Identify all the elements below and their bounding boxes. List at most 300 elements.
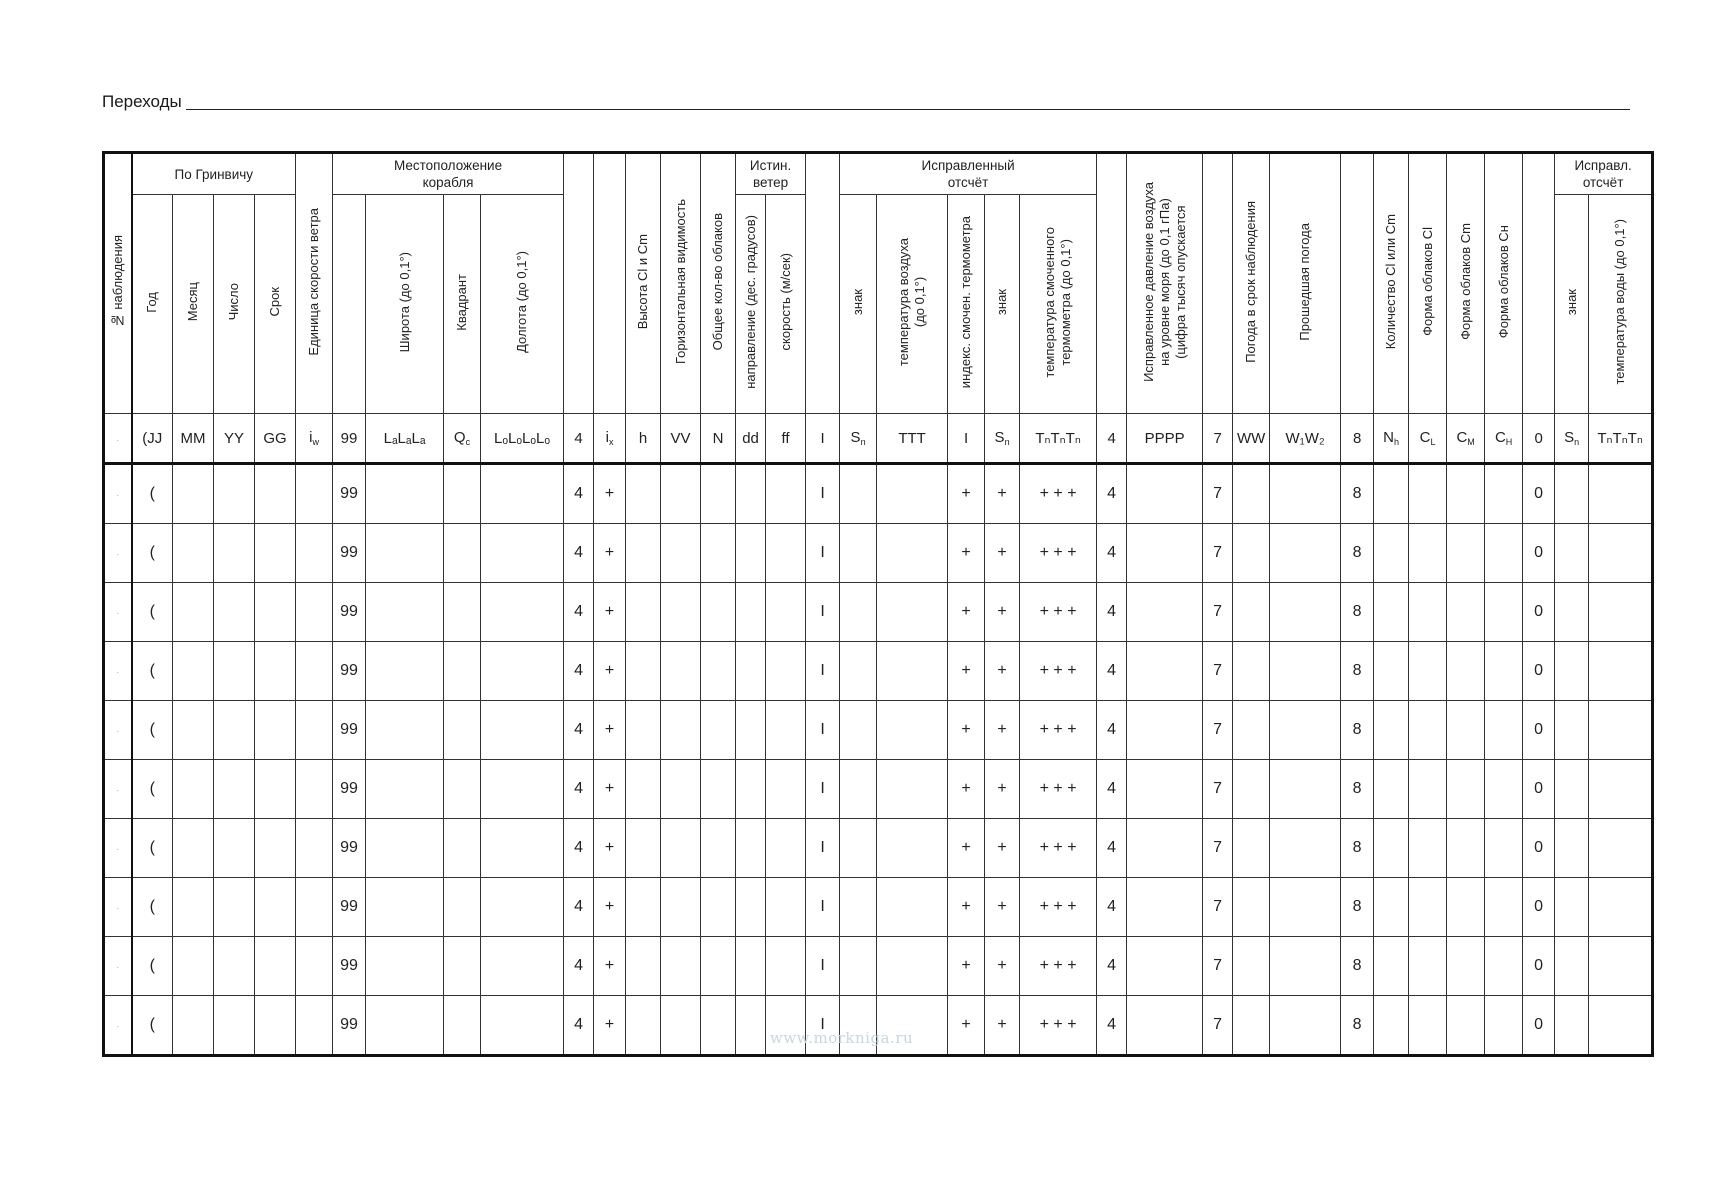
code-cell-ix: $i_x$ — [594, 414, 626, 464]
entry-cell[interactable] — [1270, 583, 1341, 642]
entry-cell[interactable] — [481, 819, 564, 878]
entry-cell[interactable] — [1374, 937, 1409, 996]
code-cell-lat: LₐLₐLₐ — [366, 414, 444, 464]
entry-cell[interactable] — [1127, 878, 1203, 937]
entry-cell[interactable] — [661, 583, 701, 642]
entry-cell[interactable] — [1233, 819, 1270, 878]
table-row — [104, 642, 1653, 701]
entry-cell[interactable] — [366, 996, 444, 1056]
entry-cell[interactable] — [1485, 878, 1523, 937]
entry-cell[interactable] — [214, 937, 255, 996]
col-header-past-weather: Прошедшая погода — [1270, 153, 1341, 414]
entry-cell[interactable] — [736, 701, 766, 760]
prefilled-cell: + — [985, 524, 1020, 583]
entry-cell[interactable] — [444, 701, 481, 760]
entry-cell[interactable] — [1270, 464, 1341, 524]
entry-cell[interactable] — [1374, 819, 1409, 878]
entry-cell[interactable] — [701, 642, 736, 701]
entry-cell[interactable] — [173, 819, 214, 878]
entry-cell[interactable] — [736, 878, 766, 937]
entry-cell[interactable] — [766, 583, 806, 642]
col-header-sign-1: знак — [840, 195, 877, 414]
entry-cell[interactable] — [296, 524, 333, 583]
prefilled-cell: 7 — [1203, 642, 1233, 701]
entry-cell[interactable] — [444, 937, 481, 996]
entry-cell[interactable] — [840, 701, 877, 760]
entry-cell[interactable] — [173, 701, 214, 760]
entry-cell[interactable] — [1127, 701, 1203, 760]
prefilled-cell: 4 — [1097, 937, 1127, 996]
prefilled-cell: 8 — [1341, 464, 1374, 524]
entry-cell[interactable] — [255, 583, 296, 642]
entry-cell[interactable] — [366, 878, 444, 937]
entry-cell[interactable] — [701, 760, 736, 819]
entry-cell[interactable] — [1409, 937, 1447, 996]
entry-cell[interactable] — [1409, 760, 1447, 819]
prefilled-cell: 7 — [1203, 583, 1233, 642]
prefilled-cell: ( — [132, 642, 173, 701]
prefilled-cell: 7 — [1203, 701, 1233, 760]
entry-cell[interactable] — [173, 583, 214, 642]
prefilled-cell: + — [948, 583, 985, 642]
entry-cell[interactable] — [701, 996, 736, 1056]
entry-cell[interactable] — [736, 464, 766, 524]
observation-number-cell[interactable]: · — [104, 760, 132, 819]
entry-cell[interactable] — [877, 524, 948, 583]
entry-cell[interactable] — [1127, 996, 1203, 1056]
entry-cell[interactable] — [296, 996, 333, 1056]
entry-cell[interactable] — [1270, 819, 1341, 878]
entry-cell[interactable] — [1485, 524, 1523, 583]
entry-cell[interactable] — [661, 642, 701, 701]
observation-number-cell[interactable]: · — [104, 819, 132, 878]
entry-cell[interactable] — [366, 819, 444, 878]
entry-cell[interactable] — [481, 760, 564, 819]
entry-cell[interactable] — [877, 760, 948, 819]
prefilled-cell: 99 — [333, 937, 366, 996]
entry-cell[interactable] — [766, 878, 806, 937]
entry-cell[interactable] — [1270, 524, 1341, 583]
entry-cell[interactable] — [736, 760, 766, 819]
entry-cell[interactable] — [877, 819, 948, 878]
entry-cell[interactable] — [1447, 760, 1485, 819]
entry-cell[interactable] — [661, 819, 701, 878]
entry-cell[interactable] — [626, 464, 661, 524]
entry-cell[interactable] — [1485, 464, 1523, 524]
entry-cell[interactable] — [214, 464, 255, 524]
entry-cell[interactable] — [1409, 819, 1447, 878]
prefilled-cell: 99 — [333, 464, 366, 524]
entry-cell[interactable] — [1374, 642, 1409, 701]
code-cell-n: N — [701, 414, 736, 464]
entry-cell[interactable] — [444, 996, 481, 1056]
entry-cell[interactable] — [701, 701, 736, 760]
table-row — [104, 996, 1653, 1056]
prefilled-cell: + — [985, 760, 1020, 819]
entry-cell[interactable] — [877, 642, 948, 701]
entry-cell[interactable] — [1589, 878, 1653, 937]
entry-cell[interactable] — [1485, 996, 1523, 1056]
entry-cell[interactable] — [766, 524, 806, 583]
entry-cell[interactable] — [481, 524, 564, 583]
entry-cell[interactable] — [1589, 819, 1653, 878]
entry-cell[interactable] — [366, 760, 444, 819]
entry-cell[interactable] — [1485, 701, 1523, 760]
entry-cell[interactable] — [736, 996, 766, 1056]
entry-cell[interactable] — [1447, 996, 1485, 1056]
entry-cell[interactable] — [1589, 760, 1653, 819]
entry-cell[interactable] — [877, 464, 948, 524]
entry-cell[interactable] — [255, 642, 296, 701]
entry-cell[interactable] — [1589, 524, 1653, 583]
entry-cell[interactable] — [1270, 996, 1341, 1056]
entry-cell[interactable] — [1447, 642, 1485, 701]
entry-cell[interactable] — [214, 996, 255, 1056]
entry-cell[interactable] — [766, 760, 806, 819]
observation-number-cell[interactable]: · — [104, 996, 132, 1056]
entry-cell[interactable] — [840, 819, 877, 878]
entry-cell[interactable] — [366, 701, 444, 760]
observation-number-cell[interactable]: · — [104, 701, 132, 760]
entry-cell[interactable] — [1485, 583, 1523, 642]
entry-cell[interactable] — [766, 819, 806, 878]
entry-cell[interactable] — [173, 996, 214, 1056]
entry-cell[interactable] — [1409, 996, 1447, 1056]
entry-cell[interactable] — [1127, 524, 1203, 583]
code-cell-nh: $N_h$ — [1374, 414, 1409, 464]
entry-cell[interactable] — [296, 464, 333, 524]
entry-cell[interactable] — [840, 878, 877, 937]
entry-cell[interactable] — [1233, 937, 1270, 996]
entry-cell[interactable] — [1374, 583, 1409, 642]
entry-cell[interactable] — [255, 996, 296, 1056]
entry-cell[interactable] — [626, 642, 661, 701]
entry-cell[interactable] — [1555, 996, 1589, 1056]
entry-cell[interactable] — [444, 524, 481, 583]
entry-cell[interactable] — [1127, 760, 1203, 819]
transitions-fill-line[interactable] — [186, 109, 1630, 110]
entry-cell[interactable] — [366, 937, 444, 996]
entry-cell[interactable] — [173, 524, 214, 583]
entry-cell[interactable] — [1127, 819, 1203, 878]
entry-cell[interactable] — [1270, 937, 1341, 996]
entry-cell[interactable] — [701, 524, 736, 583]
prefilled-cell: 99 — [333, 819, 366, 878]
entry-cell[interactable] — [255, 937, 296, 996]
entry-cell[interactable] — [296, 937, 333, 996]
entry-cell[interactable] — [661, 464, 701, 524]
code-cell-99: 99 — [333, 414, 366, 464]
entry-cell[interactable] — [701, 464, 736, 524]
observation-number-cell[interactable]: · — [104, 524, 132, 583]
col-header-blank-1 — [806, 153, 840, 414]
entry-cell[interactable] — [173, 878, 214, 937]
entry-cell[interactable] — [626, 937, 661, 996]
entry-cell[interactable] — [1555, 760, 1589, 819]
entry-cell[interactable] — [626, 819, 661, 878]
entry-cell[interactable] — [626, 996, 661, 1056]
entry-cell[interactable] — [481, 996, 564, 1056]
entry-cell[interactable] — [214, 583, 255, 642]
entry-cell[interactable] — [1589, 642, 1653, 701]
entry-cell[interactable] — [661, 701, 701, 760]
col-header-blank-8 — [1341, 153, 1374, 414]
entry-cell[interactable] — [1447, 878, 1485, 937]
entry-cell[interactable] — [1447, 819, 1485, 878]
prefilled-cell: ( — [132, 464, 173, 524]
entry-cell[interactable] — [736, 937, 766, 996]
entry-cell[interactable] — [840, 996, 877, 1056]
entry-cell[interactable] — [296, 878, 333, 937]
entry-cell[interactable] — [173, 760, 214, 819]
code-cell-8: 8 — [1341, 414, 1374, 464]
entry-cell[interactable] — [255, 760, 296, 819]
entry-cell[interactable] — [1589, 996, 1653, 1056]
prefilled-cell: 0 — [1523, 937, 1555, 996]
entry-cell[interactable] — [296, 583, 333, 642]
entry-cell[interactable] — [661, 524, 701, 583]
entry-cell[interactable] — [1374, 701, 1409, 760]
entry-cell[interactable] — [1447, 701, 1485, 760]
entry-cell[interactable] — [444, 760, 481, 819]
entry-cell[interactable] — [840, 524, 877, 583]
entry-cell[interactable] — [766, 701, 806, 760]
entry-cell[interactable] — [1589, 464, 1653, 524]
entry-cell[interactable] — [1409, 524, 1447, 583]
prefilled-cell: + — [985, 996, 1020, 1056]
entry-cell[interactable] — [877, 996, 948, 1056]
entry-cell[interactable] — [877, 583, 948, 642]
entry-cell[interactable] — [1447, 937, 1485, 996]
entry-cell[interactable] — [1270, 760, 1341, 819]
prefilled-cell: ( — [132, 819, 173, 878]
col-header-total-cloud: Общее кол-во облаков — [701, 153, 736, 414]
observation-number-cell[interactable]: · — [104, 583, 132, 642]
prefilled-cell: 8 — [1341, 524, 1374, 583]
entry-cell[interactable] — [1233, 760, 1270, 819]
observation-number-cell[interactable]: · — [104, 878, 132, 937]
entry-cell[interactable] — [1233, 524, 1270, 583]
code-cell-ww: WW — [1233, 414, 1270, 464]
entry-cell[interactable] — [1555, 464, 1589, 524]
entry-cell[interactable] — [1409, 583, 1447, 642]
entry-cell[interactable] — [255, 464, 296, 524]
prefilled-cell: 8 — [1341, 701, 1374, 760]
entry-cell[interactable] — [661, 937, 701, 996]
entry-cell[interactable] — [701, 583, 736, 642]
entry-cell[interactable] — [481, 583, 564, 642]
entry-cell[interactable] — [1555, 819, 1589, 878]
entry-cell[interactable] — [214, 819, 255, 878]
entry-cell[interactable] — [626, 760, 661, 819]
entry-cell[interactable] — [1374, 760, 1409, 819]
entry-cell[interactable] — [481, 464, 564, 524]
entry-cell[interactable] — [1409, 701, 1447, 760]
entry-cell[interactable] — [626, 878, 661, 937]
table-row — [104, 583, 1653, 642]
prefilled-cell: + — [594, 642, 626, 701]
prefilled-cell: 4 — [564, 701, 594, 760]
entry-cell[interactable] — [840, 760, 877, 819]
prefilled-cell: 0 — [1523, 760, 1555, 819]
entry-cell[interactable] — [1233, 464, 1270, 524]
entry-cell[interactable] — [1374, 464, 1409, 524]
prefilled-cell: + — [594, 524, 626, 583]
entry-cell[interactable] — [1409, 464, 1447, 524]
entry-cell[interactable] — [1555, 701, 1589, 760]
entry-cell[interactable] — [1233, 642, 1270, 701]
entry-cell[interactable] — [1555, 524, 1589, 583]
prefilled-cell: I — [806, 642, 840, 701]
prefilled-cell: 7 — [1203, 996, 1233, 1056]
prefilled-cell: I — [806, 878, 840, 937]
entry-cell[interactable] — [1233, 583, 1270, 642]
entry-cell[interactable] — [626, 524, 661, 583]
observation-number-cell[interactable]: · — [104, 464, 132, 524]
entry-cell[interactable] — [626, 583, 661, 642]
entry-cell[interactable] — [766, 464, 806, 524]
code-cell-mm: MM — [173, 414, 214, 464]
col-header-present-weather: Погода в срок наблюдения — [1233, 153, 1270, 414]
entry-cell[interactable] — [701, 878, 736, 937]
entry-cell[interactable] — [1447, 524, 1485, 583]
entry-cell[interactable] — [255, 701, 296, 760]
entry-cell[interactable] — [1374, 524, 1409, 583]
observation-number-cell[interactable]: · — [104, 937, 132, 996]
code-cell-qc: $Q_c$ — [444, 414, 481, 464]
entry-cell[interactable] — [626, 701, 661, 760]
entry-cell[interactable] — [366, 583, 444, 642]
entry-cell[interactable] — [296, 701, 333, 760]
entry-cell[interactable] — [736, 583, 766, 642]
entry-cell[interactable] — [661, 878, 701, 937]
prefilled-cell: ( — [132, 878, 173, 937]
entry-cell[interactable] — [766, 996, 806, 1056]
entry-cell[interactable] — [1270, 878, 1341, 937]
entry-cell[interactable] — [173, 642, 214, 701]
entry-cell[interactable] — [1485, 937, 1523, 996]
entry-cell[interactable] — [444, 819, 481, 878]
entry-cell[interactable] — [1589, 583, 1653, 642]
entry-cell[interactable] — [1485, 642, 1523, 701]
entry-cell[interactable] — [840, 642, 877, 701]
entry-cell[interactable] — [1555, 642, 1589, 701]
entry-cell[interactable] — [1409, 878, 1447, 937]
entry-cell[interactable] — [481, 937, 564, 996]
entry-cell[interactable] — [840, 464, 877, 524]
entry-cell[interactable] — [366, 464, 444, 524]
entry-cell[interactable] — [840, 583, 877, 642]
entry-cell[interactable] — [296, 819, 333, 878]
entry-cell[interactable] — [1127, 464, 1203, 524]
entry-cell[interactable] — [1233, 996, 1270, 1056]
entry-cell[interactable] — [1485, 760, 1523, 819]
entry-cell[interactable] — [736, 642, 766, 701]
entry-cell[interactable] — [1270, 642, 1341, 701]
entry-cell[interactable] — [661, 996, 701, 1056]
group-corrected-reading: Исправленный отсчёт — [840, 153, 1097, 195]
entry-cell[interactable] — [481, 701, 564, 760]
entry-cell[interactable] — [444, 464, 481, 524]
entry-cell[interactable] — [255, 524, 296, 583]
code-cell-vv: VV — [661, 414, 701, 464]
entry-cell[interactable] — [1127, 937, 1203, 996]
entry-cell[interactable] — [1127, 583, 1203, 642]
entry-cell[interactable] — [214, 760, 255, 819]
entry-cell[interactable] — [1374, 996, 1409, 1056]
code-cell-obs: · — [104, 414, 132, 464]
entry-cell[interactable] — [1270, 701, 1341, 760]
entry-cell[interactable] — [444, 878, 481, 937]
entry-cell[interactable] — [444, 642, 481, 701]
entry-cell[interactable] — [1374, 878, 1409, 937]
col-header-cloud-height: Высота Cl и Cm — [626, 153, 661, 414]
col-header-longitude: Долгота (до 0,1°) — [481, 195, 564, 414]
entry-cell[interactable] — [661, 760, 701, 819]
entry-cell[interactable] — [214, 524, 255, 583]
entry-cell[interactable] — [481, 878, 564, 937]
entry-cell[interactable] — [877, 701, 948, 760]
prefilled-cell: 8 — [1341, 642, 1374, 701]
entry-cell[interactable] — [701, 937, 736, 996]
entry-cell[interactable] — [214, 878, 255, 937]
entry-cell[interactable] — [444, 583, 481, 642]
prefilled-cell: + — [594, 701, 626, 760]
prefilled-cell: + — [948, 878, 985, 937]
col-header-blank-ix — [594, 153, 626, 414]
prefilled-cell: 4 — [1097, 524, 1127, 583]
entry-cell[interactable] — [877, 937, 948, 996]
entry-cell[interactable] — [214, 701, 255, 760]
entry-cell[interactable] — [255, 878, 296, 937]
entry-cell[interactable] — [296, 642, 333, 701]
prefilled-cell: 7 — [1203, 760, 1233, 819]
entry-cell[interactable] — [366, 642, 444, 701]
entry-cell[interactable] — [366, 524, 444, 583]
entry-cell[interactable] — [173, 464, 214, 524]
entry-cell[interactable] — [1409, 642, 1447, 701]
entry-cell[interactable] — [766, 642, 806, 701]
entry-cell[interactable] — [1555, 583, 1589, 642]
prefilled-cell: ( — [132, 701, 173, 760]
entry-cell[interactable] — [1233, 701, 1270, 760]
entry-cell[interactable] — [1555, 878, 1589, 937]
entry-cell[interactable] — [1485, 819, 1523, 878]
entry-cell[interactable] — [1233, 878, 1270, 937]
prefilled-cell: + — [948, 524, 985, 583]
prefilled-cell: + — [594, 878, 626, 937]
entry-cell[interactable] — [736, 524, 766, 583]
entry-cell[interactable] — [1127, 642, 1203, 701]
code-cell-sn3: $S_n$ — [1555, 414, 1589, 464]
entry-cell[interactable] — [255, 819, 296, 878]
entry-cell[interactable] — [701, 819, 736, 878]
observation-number-cell[interactable]: · — [104, 642, 132, 701]
entry-cell[interactable] — [173, 937, 214, 996]
entry-cell[interactable] — [736, 819, 766, 878]
entry-cell[interactable] — [877, 878, 948, 937]
entry-cell[interactable] — [1589, 701, 1653, 760]
entry-cell[interactable] — [1447, 464, 1485, 524]
entry-cell[interactable] — [840, 937, 877, 996]
entry-cell[interactable] — [1447, 583, 1485, 642]
entry-cell[interactable] — [1589, 937, 1653, 996]
entry-cell[interactable] — [766, 937, 806, 996]
entry-cell[interactable] — [481, 642, 564, 701]
entry-cell[interactable] — [214, 642, 255, 701]
entry-cell[interactable] — [296, 760, 333, 819]
entry-cell[interactable] — [1555, 937, 1589, 996]
